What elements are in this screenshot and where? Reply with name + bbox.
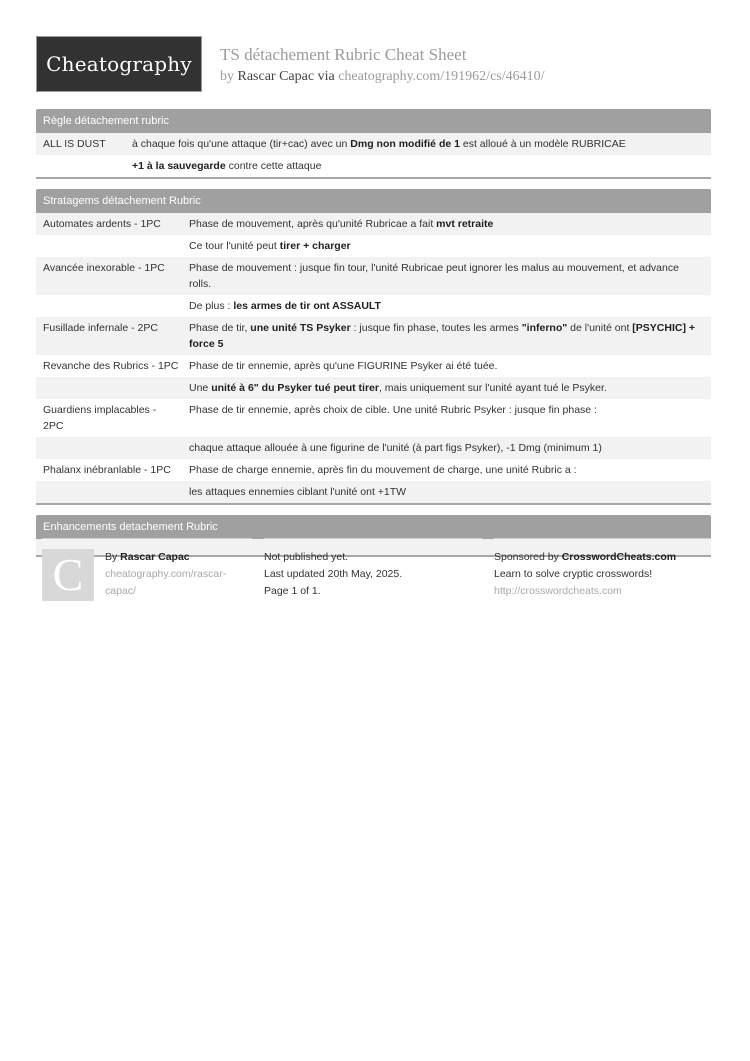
row-value	[189, 235, 711, 257]
row-value	[189, 257, 711, 295]
row-value	[189, 399, 711, 437]
author-profile-link[interactable]: cheatography.com/rascar-	[105, 568, 227, 580]
text: : jusque fin phase, toutes les armes	[350, 322, 522, 334]
row-value	[189, 481, 711, 503]
text: Phase de tir ennemie, après choix de cible. Une unité Rubric Psyker : jusque fin phase :	[189, 404, 597, 416]
bold-text: mvt retraite	[436, 218, 494, 230]
text: Ce tour l'unité peut	[189, 240, 280, 252]
row-value	[132, 133, 711, 155]
sponsored-by: Sponsored by	[494, 551, 562, 563]
section-header: Stratagems détachement Rubric	[36, 189, 711, 213]
table-row	[36, 481, 711, 503]
text: contre cette attaque	[225, 160, 322, 172]
sponsor-link[interactable]: CrosswordCheats.com	[561, 551, 677, 563]
row-key: Avancée inexorable - 1PC	[43, 262, 165, 274]
footer	[36, 538, 711, 608]
row-key: Guardiens implacables - 2PC	[43, 404, 157, 432]
row-key	[36, 155, 132, 177]
section-rows	[36, 213, 711, 505]
bold-text: les armes de tir ont ASSAULT	[233, 300, 381, 312]
row-key	[36, 235, 189, 257]
row-value	[189, 377, 711, 399]
row-key: Automates ardents - 1PC	[43, 218, 161, 230]
table-row	[36, 235, 711, 257]
row-key: Phalanx inébranlable - 1PC	[43, 464, 171, 476]
footer-author	[42, 538, 252, 600]
text: chaque attaque allouée à une figurine de l'unité (à part figs Psyker), -1 Dmg (minimum 1)	[189, 442, 602, 454]
row-value	[189, 317, 711, 355]
text: de l'unité ont	[567, 322, 633, 334]
bold-text: une unité TS Psyker	[250, 322, 351, 334]
table-row	[36, 295, 711, 317]
table-row	[36, 355, 711, 377]
page-number: Page 1 of 1.	[264, 585, 321, 597]
row-value	[189, 459, 711, 481]
footer-sponsor	[494, 538, 711, 600]
bold-text: Dmg non modifié de 1	[350, 138, 460, 150]
avatar[interactable]	[42, 549, 94, 601]
text: Phase de charge ennemie, après fin du mouvement de charge, une unité Rubric a :	[189, 464, 577, 476]
table-row	[36, 437, 711, 459]
table-row	[36, 459, 711, 481]
footer-author-link[interactable]: Rascar Capac	[120, 551, 190, 563]
text: Phase de mouvement : jusque fin tour, l'unité Rubricae peut ignorer les malus au mouvement, et advance rolls.	[189, 262, 679, 290]
bold-text: [PSYCHIC] + force 5	[189, 322, 696, 350]
row-value	[189, 295, 711, 317]
author-link[interactable]: Rascar Capac	[237, 69, 315, 84]
row-key: Revanche des Rubrics - 1PC	[43, 360, 179, 372]
row-value	[189, 437, 711, 459]
published-status: Not published yet.	[264, 551, 349, 563]
table-row	[36, 155, 711, 177]
text: Phase de tir ennemie, après qu'une FIGURINE Psyker ai été tuée.	[189, 360, 498, 372]
row-key: ALL IS DUST	[43, 138, 106, 150]
row-value	[189, 355, 711, 377]
footer-status	[264, 538, 482, 600]
text: , mais uniquement sur l'unité ayant tué le Psyker.	[378, 382, 607, 394]
section-header: Enhancements detachement Rubric	[36, 515, 711, 539]
text: est alloué à un modèle RUBRICAE	[459, 138, 626, 150]
section-header: Règle détachement rubric	[36, 109, 711, 133]
avatar-letter: C	[52, 549, 84, 600]
row-value	[132, 155, 711, 177]
table-row	[36, 133, 711, 155]
author-profile-link-cont[interactable]: capac/	[105, 585, 136, 597]
text: Phase de tir,	[189, 322, 251, 334]
section-regle-detachement	[36, 109, 711, 179]
section-rows	[36, 133, 711, 179]
bold-text: +1 à la sauvegarde	[132, 160, 226, 172]
table-row	[36, 399, 711, 437]
row-key	[36, 437, 189, 459]
sponsor-url-link[interactable]: http://crosswordcheats.com	[494, 585, 622, 597]
section-stratagems	[36, 189, 711, 505]
byline-by: by	[220, 69, 234, 84]
text: à chaque fois qu'une attaque (tir+cac) avec un	[132, 138, 351, 150]
row-value	[189, 213, 711, 235]
row-key	[36, 481, 189, 503]
text: Une	[189, 382, 212, 394]
table-row	[36, 213, 711, 235]
footer-by: By	[105, 551, 121, 563]
text: De plus :	[189, 300, 234, 312]
table-row	[36, 317, 711, 355]
text: Phase de mouvement, après qu'unité Rubricae a fait	[189, 218, 437, 230]
title-block	[220, 45, 545, 86]
table-row	[36, 257, 711, 295]
bold-text: tirer + charger	[279, 240, 351, 252]
cheatography-logo[interactable]	[36, 36, 202, 92]
sponsor-tagline: Learn to solve cryptic crosswords!	[494, 568, 653, 580]
byline-via: via	[317, 69, 335, 84]
bold-text: "inferno"	[521, 322, 568, 334]
last-updated: Last updated 20th May, 2025.	[264, 568, 403, 580]
bold-text: unité à 6" du Psyker tué peut tirer	[211, 382, 379, 394]
cheatsheet-url-link[interactable]: cheatography.com/191962/cs/46410/	[338, 69, 545, 84]
row-key: Fusillade infernale - 2PC	[43, 322, 158, 334]
row-key	[36, 295, 189, 317]
page-title: TS détachement Rubric Cheat Sheet	[220, 45, 467, 64]
byline	[220, 67, 545, 86]
logo-text: Cheatography	[46, 52, 192, 76]
row-key	[36, 377, 189, 399]
table-row	[36, 377, 711, 399]
header	[36, 36, 711, 94]
text: les attaques ennemies ciblant l'unité ont +1TW	[189, 486, 407, 498]
